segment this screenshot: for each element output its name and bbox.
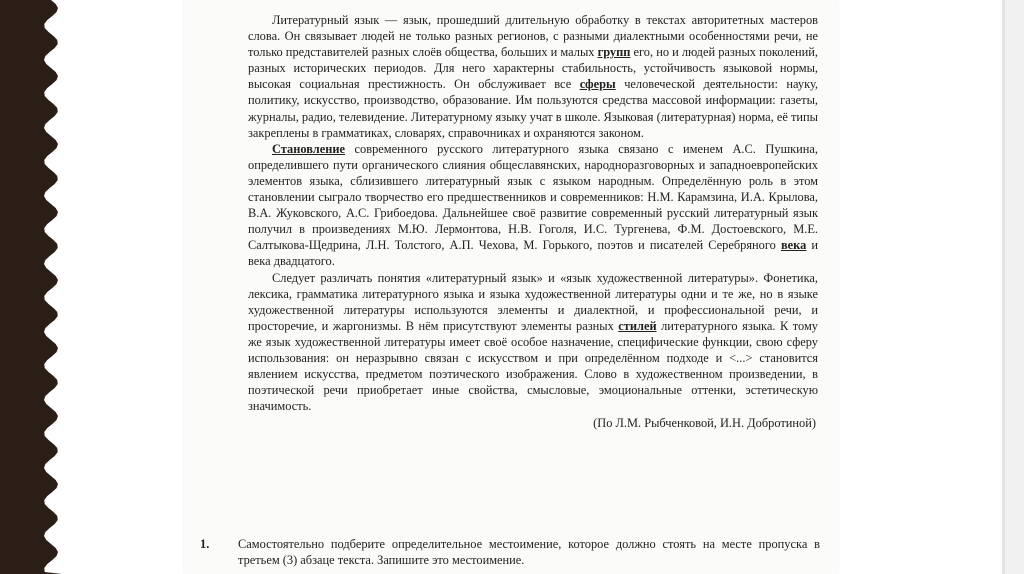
underlined-word-veka: века (780, 238, 807, 253)
task-number: 1. (200, 537, 210, 551)
paragraph-2: Становление современного русского литературного языка связано с именем А.С. Пушкина, определившего пути органического слияния общеславянских, народноразговорных и западноевропейских элементов языка, сблизившего литературный язык с языком народным. Определённую роль в этом становлении сыграло творчество его предшественников и современников: Н.М. Карамзина, И.А. Крылова, В.А. Жуковского, А.С. Грибоедова. Дальнейшее своё развитие современный русский литературный язык получил в произведениях М.Ю. Лермонтова, Н.В. Гоголя, И.С. Тургенева, Ф.М. Достоевского, М.Е. Салтыкова-Щедрина, Л.Н. Толстого, А.П. Чехова, М. Горького, поэтов и писателей Серебряного века и века двадцатого. (248, 141, 818, 269)
document-text (248, 12, 818, 431)
decorative-right-band (1002, 0, 1024, 574)
decorative-left-band (0, 0, 62, 574)
wave-edge-decoration (38, 0, 62, 574)
underlined-word-stanovlenie: Становление (272, 141, 346, 156)
right-band-edge (1002, 0, 1005, 574)
task-text: Самостоятельно подберите определительное местоимение, которое должно стоять на месте пропуска в третьем (3) абзаце текста. Запишите это местоимение. (238, 537, 820, 567)
paragraph-1: Литературный язык — язык, прошедший длительную обработку в текстах авторитетных мастеров слова. Он связывает людей не только разных регионов, с разными диалектными особенностями речи, не только представителей разных слоёв общества, больших и малых групп его, но и людей разных поколений, разных исторических периодов. Для него характерны стабильность, устойчивость языковой нормы, высокая социальная престижность. Он обслуживает все сферы человеческой деятельности: науку, политику, искусство, производство, образование. Им пользуются средства массовой информации: газеты, журналы, радио, телевидение. Литературному языку учат в школе. Языковая (литературная) норма, её типы закреплены в грамматиках, словарях, справочниках и охраняются законом. (248, 13, 818, 140)
source-attribution: (По Л.М. Рыбченковой, И.Н. Добротиной) (593, 416, 816, 431)
document-page (184, 0, 838, 574)
paragraph-3: Следует различать понятия «литературный язык» и «язык художественной литературы». Фонетика, лексика, грамматика литературного языка и языка художественной литературы одни и те же, но в языке художественной литературы используются элементы и диалектной, и профессиональной речи, и просторечие, и жаргонизмы. В нём присутствуют элементы разных стилей литературного языка. К тому же язык художественной литературы имеет своё особое назначение, специфические функции, свою сферу использования: он неразрывно связан с искусством и при определённом подходе и <...> становится явлением искусства, предметом поэтического изображения. Слово в художественном произведении, в поэтической речи приобретает иные свойства, смысловые, эмоциональные оттенки, эстетическую значимость. (248, 270, 818, 414)
underlined-word-grupp: групп (597, 45, 631, 60)
underlined-word-sfery: сферы (579, 77, 616, 92)
underlined-word-stiley: стилей (618, 318, 657, 333)
task-1 (200, 536, 820, 568)
